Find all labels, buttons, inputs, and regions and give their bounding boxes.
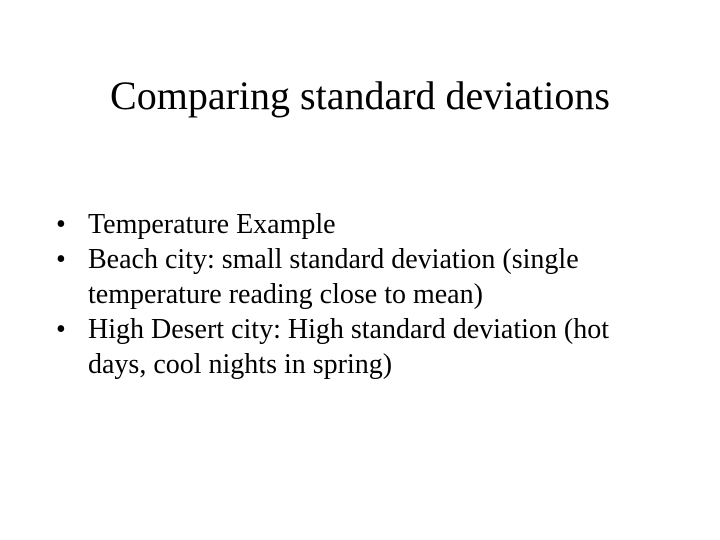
bullet-icon: • — [56, 244, 66, 275]
bullet-item-temperature-example — [54, 207, 674, 242]
bullet-text: Beach city: small standard deviation (single temperature reading close to mean) — [88, 244, 579, 310]
bullet-text: High Desert city: High standard deviation (hot days, cool nights in spring) — [88, 314, 609, 380]
bullet-text: Temperature Example — [88, 209, 336, 240]
slide-title: Comparing standard deviations — [110, 73, 610, 118]
bullet-icon: • — [56, 314, 66, 345]
bullet-item-high-desert-city — [54, 312, 674, 382]
bullet-list — [54, 207, 674, 382]
bullet-icon: • — [56, 209, 66, 240]
bullet-item-beach-city — [54, 242, 674, 312]
